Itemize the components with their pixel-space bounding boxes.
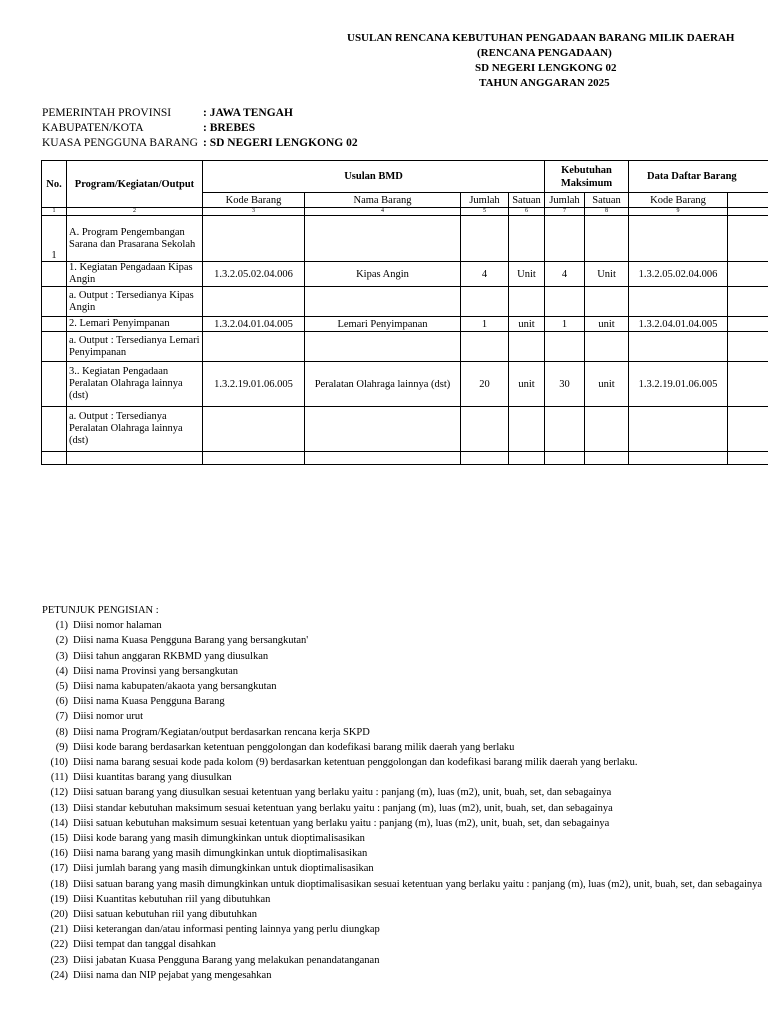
row-kode-barang-ddb: 1.3.2.05.02.04.006 — [629, 262, 728, 287]
petunjuk-item — [42, 725, 762, 740]
info-label: KABUPATEN/KOTA — [42, 122, 144, 134]
petunjuk-text: Diisi satuan kebutuhan riil yang dibutuhkan — [73, 909, 258, 921]
petunjuk-item — [42, 694, 762, 709]
row-jumlah: 20 — [461, 362, 509, 407]
row-nama-barang: Peralatan Olahraga lainnya (dst) — [305, 362, 461, 407]
petunjuk-item — [42, 709, 762, 724]
row-extra-cell — [728, 332, 768, 362]
petunjuk-number: (24) — [50, 969, 68, 981]
column-number: 3 — [203, 208, 305, 216]
petunjuk-item — [42, 633, 762, 648]
petunjuk-number: (1) — [55, 620, 68, 632]
subheader-satuan: Satuan — [509, 193, 545, 208]
row-satuan: Unit — [509, 262, 545, 287]
row-satuan — [509, 452, 545, 465]
petunjuk-item — [42, 801, 762, 816]
table-row — [42, 216, 768, 262]
petunjuk-number: (21) — [50, 924, 68, 936]
petunjuk-item — [42, 770, 762, 785]
row-kebutuhan-jumlah — [545, 407, 585, 452]
row-no — [42, 452, 67, 465]
info-value: : JAWA TENGAH — [203, 107, 293, 119]
row-kebutuhan-satuan — [585, 332, 629, 362]
petunjuk-item — [42, 968, 762, 983]
row-satuan — [509, 287, 545, 317]
column-number-empty — [728, 208, 768, 216]
row-nama-barang — [305, 287, 461, 317]
petunjuk-pengisian — [42, 603, 762, 983]
table-container — [41, 160, 768, 480]
info-row — [42, 136, 358, 151]
row-program: 1. Kegiatan Pengadaan Kipas Angin — [67, 262, 203, 287]
row-no — [42, 262, 67, 287]
table-row — [42, 332, 768, 362]
petunjuk-item — [42, 785, 762, 800]
row-program: a. Output : Tersedianya Lemari Penyimpanan — [67, 332, 203, 362]
petunjuk-number: (5) — [55, 681, 68, 693]
row-satuan: unit — [509, 317, 545, 332]
subheader-kebutuhan-satuan: Satuan — [585, 193, 629, 208]
school-name: SD NEGERI LENGKONG 02 — [475, 62, 617, 74]
row-kode-barang-ddb — [629, 407, 728, 452]
row-kebutuhan-satuan — [585, 216, 629, 262]
petunjuk-item — [42, 831, 762, 846]
petunjuk-text: Diisi nama Kuasa Pengguna Barang yang bersangkutan' — [73, 635, 309, 647]
column-number: 5 — [461, 208, 509, 216]
petunjuk-number: (7) — [55, 711, 68, 723]
header-kebutuhan: Kebutuhan Maksimum — [545, 161, 629, 193]
petunjuk-number: (19) — [50, 893, 68, 905]
row-jumlah: 4 — [461, 262, 509, 287]
petunjuk-item — [42, 922, 762, 937]
row-satuan — [509, 332, 545, 362]
row-no: 1 — [42, 216, 67, 262]
row-kebutuhan-jumlah — [545, 287, 585, 317]
row-jumlah — [461, 332, 509, 362]
petunjuk-text: Diisi nama dan NIP pejabat yang mengesahkan — [73, 969, 272, 981]
row-kebutuhan-satuan: unit — [585, 362, 629, 407]
row-jumlah: 1 — [461, 317, 509, 332]
row-satuan: unit — [509, 362, 545, 407]
row-program: 2. Lemari Penyimpanan — [67, 317, 203, 332]
petunjuk-text: Diisi kode barang berdasarkan ketentuan penggolongan dan kodefikasi barang milik daerah yang berlaku — [73, 741, 515, 753]
row-kode-barang-ddb — [629, 287, 728, 317]
row-no — [42, 287, 67, 317]
petunjuk-text: Diisi nama barang sesuai kode pada kolom (9) berdasarkan ketentuan penggolongan dan kodefikasi barang milik daerah yang berlaku. — [73, 757, 638, 769]
column-number: 8 — [585, 208, 629, 216]
row-nama-barang — [305, 407, 461, 452]
table-row — [42, 362, 768, 407]
table-row — [42, 317, 768, 332]
petunjuk-number: (11) — [50, 772, 68, 784]
petunjuk-item — [42, 649, 762, 664]
petunjuk-text: Diisi standar kebutuhan maksimum sesuai ketentuan yang berlaku yaitu : panjang (m), luas (m2), unit, buah, set, dan sebagainya — [73, 802, 613, 814]
table-body — [42, 216, 768, 465]
row-nama-barang: Lemari Penyimpanan — [305, 317, 461, 332]
petunjuk-text: Diisi nama Kuasa Pengguna Barang — [73, 696, 225, 708]
row-program — [67, 452, 203, 465]
petunjuk-item — [42, 816, 762, 831]
info-block — [42, 106, 358, 151]
header-no: No. — [42, 161, 67, 208]
petunjuk-text: Diisi nomor urut — [73, 711, 143, 723]
row-kode-barang — [203, 332, 305, 362]
row-extra-cell — [728, 407, 768, 452]
row-jumlah — [461, 287, 509, 317]
petunjuk-text: Diisi Kuantitas kebutuhan riil yang dibutuhkan — [73, 893, 271, 905]
row-kode-barang-ddb: 1.3.2.04.01.04.005 — [629, 317, 728, 332]
row-kode-barang: 1.3.2.19.01.06.005 — [203, 362, 305, 407]
row-kebutuhan-satuan: Unit — [585, 262, 629, 287]
row-extra-cell — [728, 262, 768, 287]
petunjuk-text: Diisi keterangan dan/atau informasi penting lainnya yang perlu diungkap — [73, 924, 380, 936]
petunjuk-item — [42, 846, 762, 861]
row-program: a. Output : Tersedianya Peralatan Olahraga lainnya (dst) — [67, 407, 203, 452]
fiscal-year: TAHUN ANGGARAN 2025 — [479, 77, 610, 89]
petunjuk-item — [42, 907, 762, 922]
rkbmd-table — [41, 160, 768, 465]
row-satuan — [509, 407, 545, 452]
row-nama-barang: Kipas Angin — [305, 262, 461, 287]
petunjuk-text: Diisi jabatan Kuasa Pengguna Barang yang melakukan penandatanganan — [73, 954, 380, 966]
petunjuk-item — [42, 740, 762, 755]
row-kebutuhan-jumlah: 30 — [545, 362, 585, 407]
header-data-daftar-barang: Data Daftar Barang — [629, 161, 768, 193]
petunjuk-item — [42, 877, 762, 892]
petunjuk-number: (18) — [50, 878, 68, 890]
petunjuk-number: (23) — [50, 954, 68, 966]
row-nama-barang — [305, 216, 461, 262]
doc-title: USULAN RENCANA KEBUTUHAN PENGADAAN BARANG MILIK DAERAH — [347, 32, 735, 44]
column-number: 6 — [509, 208, 545, 216]
subheader-kebutuhan-jumlah: Jumlah — [545, 193, 585, 208]
header-usulan: Usulan BMD — [203, 161, 545, 193]
petunjuk-number: (8) — [55, 726, 68, 738]
petunjuk-number: (16) — [50, 848, 68, 860]
petunjuk-number: (4) — [55, 665, 68, 677]
petunjuk-text: Diisi kuantitas barang yang diusulkan — [73, 772, 232, 784]
row-extra-cell — [728, 287, 768, 317]
petunjuk-number: (2) — [55, 635, 68, 647]
table-row — [42, 452, 768, 465]
subheader-kode-ddb: Kode Barang — [629, 193, 728, 208]
table-row — [42, 262, 768, 287]
petunjuk-text: Diisi satuan barang yang masih dimungkinkan untuk dioptimalisasikan sesuai ketentuan yang berlaku yaitu : panjang (m), luas (m2), unit, buah, set, dan sebagainya — [73, 878, 763, 890]
row-kebutuhan-jumlah — [545, 452, 585, 465]
petunjuk-text: Diisi nama kabupaten/akaota yang bersangkutan — [73, 681, 277, 693]
petunjuk-text: Diisi nama barang yang masih dimungkinkan untuk dioptimalisasikan — [73, 848, 368, 860]
row-kebutuhan-satuan: unit — [585, 317, 629, 332]
row-jumlah — [461, 452, 509, 465]
table-row — [42, 407, 768, 452]
row-program: a. Output : Tersedianya Kipas Angin — [67, 287, 203, 317]
petunjuk-text: Diisi nama Program/Kegiatan/output berdasarkan rencana kerja SKPD — [73, 726, 370, 738]
row-kode-barang-ddb — [629, 216, 728, 262]
petunjuk-item — [42, 618, 762, 633]
column-number: 7 — [545, 208, 585, 216]
row-kode-barang — [203, 407, 305, 452]
row-kebutuhan-jumlah — [545, 216, 585, 262]
petunjuk-number: (20) — [50, 909, 68, 921]
petunjuk-item — [42, 953, 762, 968]
petunjuk-number: (22) — [50, 939, 68, 951]
petunjuk-item — [42, 679, 762, 694]
petunjuk-text: Diisi jumlah barang yang masih dimungkinkan untuk dioptimalisasikan — [73, 863, 374, 875]
row-kode-barang: 1.3.2.05.02.04.006 — [203, 262, 305, 287]
row-kode-barang — [203, 287, 305, 317]
petunjuk-number: (10) — [50, 757, 68, 769]
row-nama-barang — [305, 332, 461, 362]
petunjuk-text: Diisi nama Provinsi yang bersangkutan — [73, 665, 239, 677]
info-row — [42, 121, 358, 136]
row-no — [42, 332, 67, 362]
petunjuk-title: PETUNJUK PENGISIAN : — [42, 605, 159, 616]
petunjuk-item — [42, 664, 762, 679]
row-kebutuhan-jumlah: 1 — [545, 317, 585, 332]
petunjuk-number: (13) — [50, 802, 68, 814]
subheader-nama: Nama Barang — [305, 193, 461, 208]
row-kode-barang — [203, 216, 305, 262]
row-jumlah — [461, 216, 509, 262]
petunjuk-item — [42, 755, 762, 770]
row-extra-cell — [728, 216, 768, 262]
petunjuk-text: Diisi kode barang yang masih dimungkinkan untuk dioptimalisasikan — [73, 833, 365, 845]
row-kebutuhan-jumlah: 4 — [545, 262, 585, 287]
header-program: Program/Kegiatan/Output — [67, 161, 203, 208]
row-no — [42, 362, 67, 407]
row-extra-cell — [728, 362, 768, 407]
petunjuk-number: (15) — [50, 833, 68, 845]
row-kode-barang-ddb — [629, 452, 728, 465]
doc-subtitle: (RENCANA PENGADAAN) — [477, 47, 612, 59]
row-no — [42, 317, 67, 332]
column-number: 9 — [629, 208, 728, 216]
info-label: PEMERINTAH PROVINSI — [42, 107, 172, 119]
petunjuk-number: (6) — [55, 696, 68, 708]
column-number: 4 — [305, 208, 461, 216]
petunjuk-item — [42, 861, 762, 876]
row-no — [42, 407, 67, 452]
row-kode-barang — [203, 452, 305, 465]
column-number: 1 — [42, 208, 67, 216]
petunjuk-number: (17) — [50, 863, 68, 875]
table-row — [42, 287, 768, 317]
row-program: 3.. Kegiatan Pengadaan Peralatan Olahraga lainnya (dst) — [67, 362, 203, 407]
row-extra-cell — [728, 452, 768, 465]
petunjuk-text: Diisi satuan barang yang diusulkan sesuai ketentuan yang berlaku yaitu : panjang (m), luas (m2), unit, buah, set, dan sebagainya — [73, 787, 612, 799]
info-label: KUASA PENGGUNA BARANG — [42, 137, 198, 149]
petunjuk-item — [42, 937, 762, 952]
petunjuk-item — [42, 892, 762, 907]
row-extra-cell — [728, 317, 768, 332]
info-row — [42, 106, 358, 121]
row-kebutuhan-satuan — [585, 287, 629, 317]
column-number: 2 — [67, 208, 203, 216]
row-kebutuhan-satuan — [585, 407, 629, 452]
petunjuk-number: (14) — [50, 817, 68, 829]
row-kode-barang-ddb: 1.3.2.19.01.06.005 — [629, 362, 728, 407]
info-value: : SD NEGERI LENGKONG 02 — [203, 137, 358, 149]
petunjuk-number: (12) — [50, 787, 68, 799]
petunjuk-text: Diisi tempat dan tanggal disahkan — [73, 939, 216, 951]
subheader-jumlah: Jumlah — [461, 193, 509, 208]
subheader-kode: Kode Barang — [203, 193, 305, 208]
row-jumlah — [461, 407, 509, 452]
petunjuk-text: Diisi nomor halaman — [73, 620, 162, 632]
row-kebutuhan-jumlah — [545, 332, 585, 362]
petunjuk-text: Diisi tahun anggaran RKBMD yang diusulkan — [73, 650, 269, 662]
row-kode-barang: 1.3.2.04.01.04.005 — [203, 317, 305, 332]
row-satuan — [509, 216, 545, 262]
petunjuk-number: (3) — [55, 650, 68, 662]
row-nama-barang — [305, 452, 461, 465]
petunjuk-text: Diisi satuan kebutuhan maksimum sesuai ketentuan yang berlaku yaitu : panjang (m), luas (m2), unit, buah, set, dan sebagainya — [73, 817, 610, 829]
row-kebutuhan-satuan — [585, 452, 629, 465]
row-program: A. Program Pengembangan Sarana dan Prasarana Sekolah — [67, 216, 203, 262]
row-kode-barang-ddb — [629, 332, 728, 362]
petunjuk-list — [42, 618, 762, 983]
info-value: : BREBES — [203, 122, 256, 134]
subheader-empty — [728, 193, 768, 208]
petunjuk-number: (9) — [55, 741, 68, 753]
